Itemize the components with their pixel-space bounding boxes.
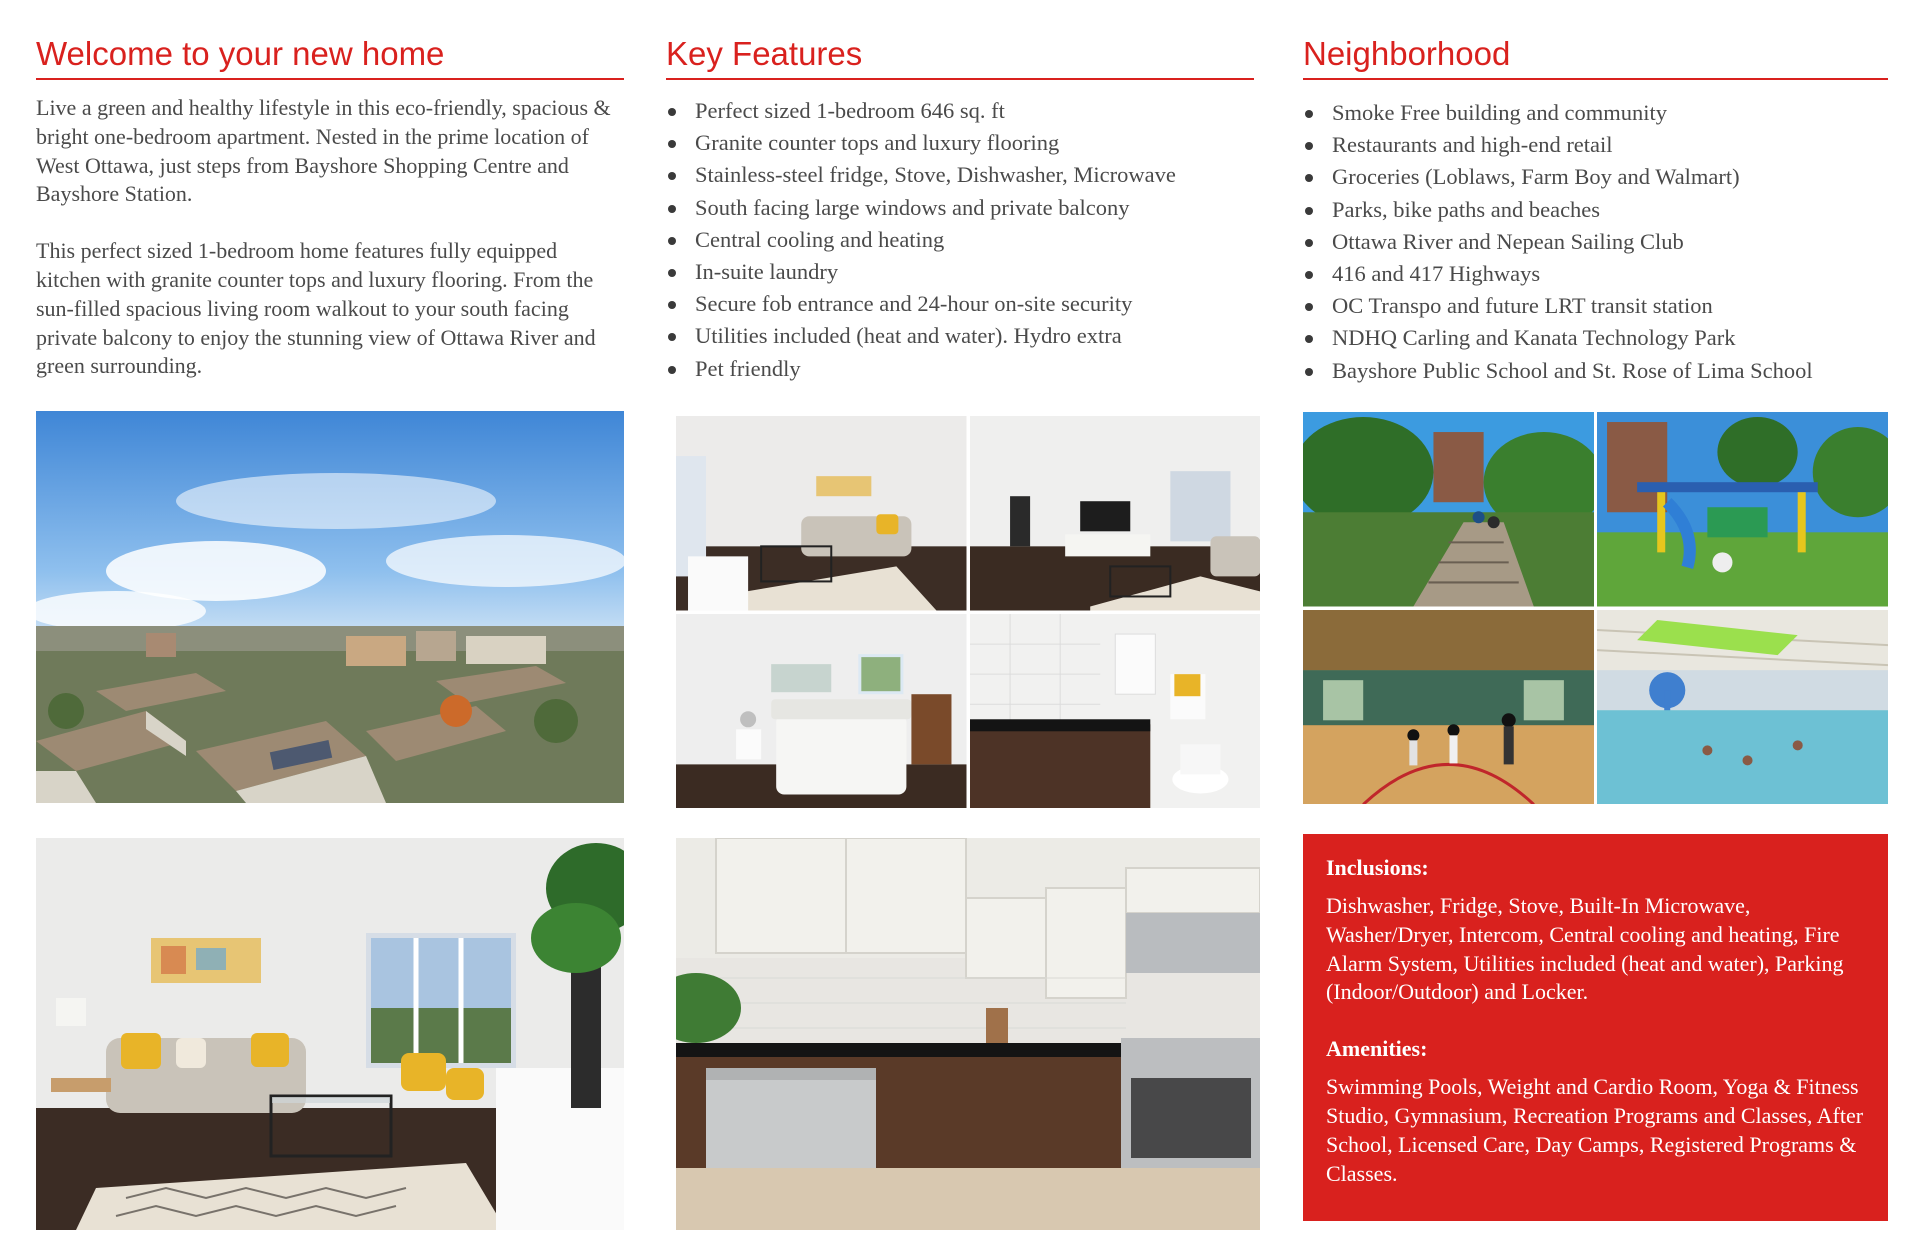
living-room-thumbnail bbox=[676, 416, 967, 611]
feature-item: Granite counter tops and luxury flooring bbox=[666, 127, 1176, 159]
bike-path-photo bbox=[1303, 412, 1594, 607]
neighborhood-list bbox=[1303, 97, 1813, 387]
intro-paragraph: Live a green and healthy lifestyle in this eco-friendly, spacious & bright one-bedroom apartment. Nested in the prime location of West Ottawa, just steps from Bayshore Shopping Centre and Bayshore Station. bbox=[36, 95, 611, 207]
neighborhood-item: 416 and 417 Highways bbox=[1303, 258, 1813, 290]
inclusions-text: Dishwasher, Fridge, Stove, Built-In Microwave, Washer/Dryer, Intercom, Central cooling and heating, Fire Alarm System, Utilities included (heat and water), Parking (Indoor/Outdoor) and Locker. bbox=[1326, 893, 1844, 1005]
intro-paragraph: This perfect sized 1-bedroom home features fully equipped kitchen with granite counter tops and luxury flooring. From the sun-filled spacious living room walkout to your south facing private balcony to enjoy the stunning view of Ottawa River and green surrounding. bbox=[36, 238, 596, 379]
feature-item: Secure fob entrance and 24-hour on-site security bbox=[666, 288, 1176, 320]
kitchen-photo bbox=[676, 838, 1260, 1230]
feature-item: Pet friendly bbox=[666, 353, 1176, 385]
living-room-photo bbox=[36, 838, 624, 1230]
neighborhood-heading: Neighborhood bbox=[1303, 34, 1888, 80]
neighborhood-item: Smoke Free building and community bbox=[1303, 97, 1813, 129]
living-room-tv-thumbnail bbox=[970, 416, 1261, 611]
bedroom-thumbnail bbox=[676, 614, 967, 809]
neighborhood-photo-collage bbox=[1303, 412, 1888, 804]
neighborhood-item: OC Transpo and future LRT transit station bbox=[1303, 290, 1813, 322]
neighborhood-item: Groceries (Loblaws, Farm Boy and Walmart) bbox=[1303, 161, 1813, 193]
neighborhood-item: Restaurants and high-end retail bbox=[1303, 129, 1813, 161]
aerial-view-photo bbox=[36, 411, 624, 803]
playground-photo bbox=[1597, 412, 1888, 607]
feature-item: Central cooling and heating bbox=[666, 224, 1176, 256]
neighborhood-item: Ottawa River and Nepean Sailing Club bbox=[1303, 226, 1813, 258]
bathroom-thumbnail bbox=[970, 614, 1261, 809]
welcome-intro bbox=[36, 94, 626, 409]
amenities-text: Swimming Pools, Weight and Cardio Room, Yoga & Fitness Studio, Gymnasium, Recreation Programs and Classes, After School, Licensed Care, Day Camps, Registered Programs & Classes. bbox=[1326, 1074, 1864, 1186]
swimming-pool-photo bbox=[1597, 610, 1888, 805]
gymnasium-photo bbox=[1303, 610, 1594, 805]
neighborhood-item: Parks, bike paths and beaches bbox=[1303, 194, 1813, 226]
inclusions-amenities-box bbox=[1303, 834, 1888, 1221]
neighborhood-item: Bayshore Public School and St. Rose of Lima School bbox=[1303, 355, 1813, 387]
feature-item: Perfect sized 1-bedroom 646 sq. ft bbox=[666, 95, 1176, 127]
amenities-label: Amenities: bbox=[1326, 1036, 1428, 1062]
feature-item: Stainless-steel fridge, Stove, Dishwasher, Microwave bbox=[666, 159, 1176, 191]
interior-photo-collage bbox=[676, 416, 1260, 808]
neighborhood-item: NDHQ Carling and Kanata Technology Park bbox=[1303, 322, 1813, 354]
feature-item: Utilities included (heat and water). Hydro extra bbox=[666, 320, 1176, 352]
feature-item: South facing large windows and private balcony bbox=[666, 192, 1176, 224]
features-heading: Key Features bbox=[666, 34, 1254, 80]
features-list bbox=[666, 95, 1176, 385]
feature-item: In-suite laundry bbox=[666, 256, 1176, 288]
welcome-heading: Welcome to your new home bbox=[36, 34, 624, 80]
inclusions-label: Inclusions: bbox=[1326, 855, 1429, 880]
